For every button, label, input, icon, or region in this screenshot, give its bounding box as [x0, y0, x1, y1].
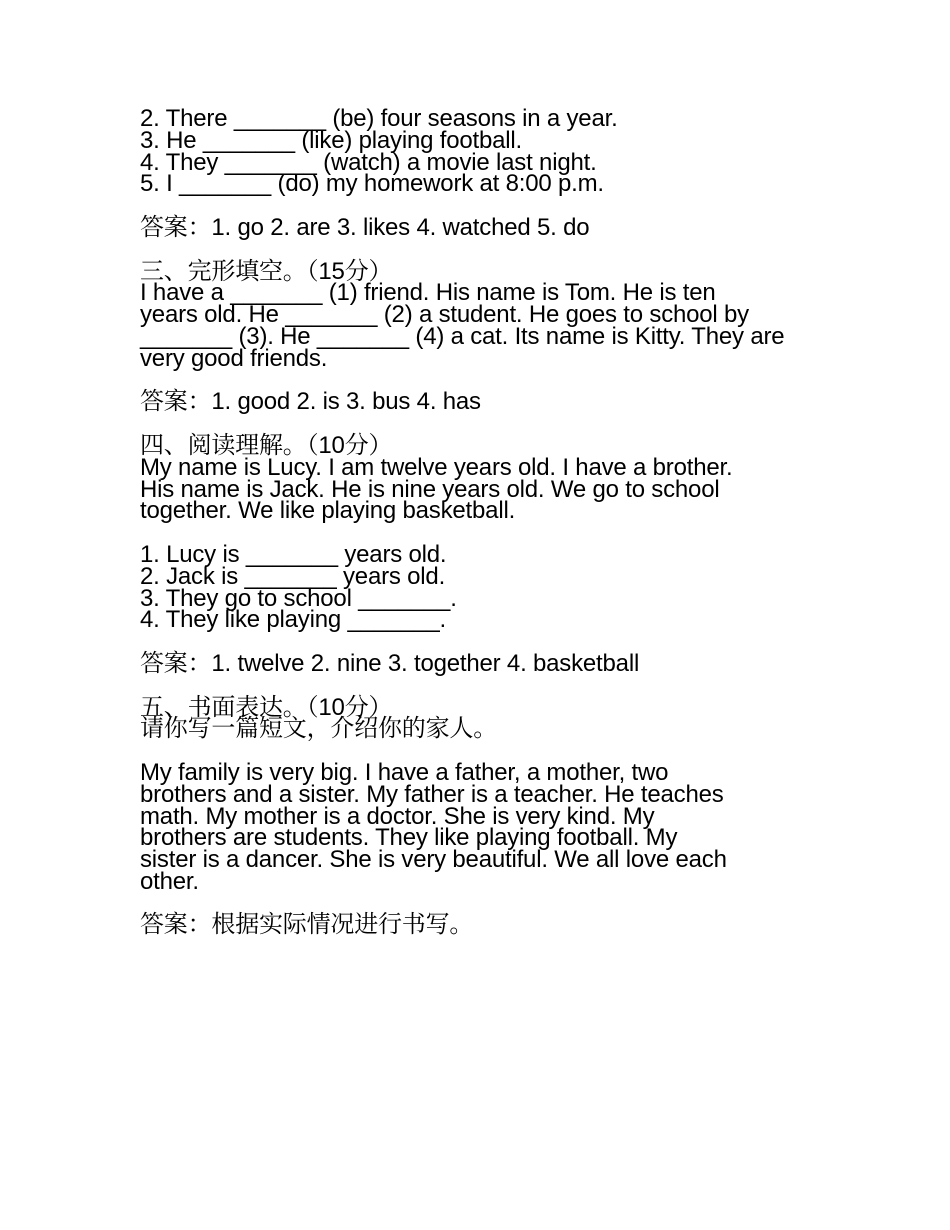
passage-line: very good friends.	[140, 344, 328, 372]
passage-line: My name is Lucy. I am twelve years old. I have a brother.	[140, 453, 733, 481]
essay-line: other.	[140, 867, 199, 895]
question-item: 4. They like playing _______.	[140, 606, 446, 634]
passage-line: _______ (3). He _______ (4) a cat. Its name is Kitty. They are	[140, 322, 785, 350]
reading-section	[140, 431, 830, 677]
passage-line: together. We like playing basketball.	[140, 497, 516, 525]
document-page	[140, 105, 830, 939]
answer-line: 答案：1. go 2. are 3. likes 4. watched 5. do	[140, 213, 590, 241]
passage-line: years old. He _______ (2) a student. He goes to school by	[140, 301, 749, 329]
answer-line: 答案：1. good 2. is 3. bus 4. has	[140, 388, 481, 416]
essay-line: brothers are students. They like playing football. My	[140, 824, 678, 852]
passage-line: I have a _______ (1) friend. His name is Tom. He is ten	[140, 279, 716, 307]
section-heading: 五、书面表达。（10分）	[140, 693, 393, 721]
writing-section	[140, 693, 830, 939]
essay-line: My family is very big. I have a father, a mother, two	[140, 758, 669, 786]
section-heading: 三、完形填空。（15分）	[140, 257, 393, 285]
answer-line: 答案：1. twelve 2. nine 3. together 4. basketball	[140, 649, 640, 677]
writing-prompt: 请你写一篇短文，介绍你的家人。	[140, 715, 497, 743]
section-heading: 四、阅读理解。（10分）	[140, 431, 393, 459]
passage-line: His name is Jack. He is nine years old. We go to school	[140, 475, 720, 503]
question-item: 4. They _______ (watch) a movie last night.	[140, 148, 597, 176]
fill-in-section	[140, 105, 830, 241]
question-item: 2. Jack is _______ years old.	[140, 562, 446, 590]
question-item: 1. Lucy is _______ years old.	[140, 540, 447, 568]
essay-line: math. My mother is a doctor. She is very kind. My	[140, 802, 655, 830]
essay-line: brothers and a sister. My father is a teacher. He teaches	[140, 780, 724, 808]
cloze-section	[140, 257, 830, 416]
question-item: 2. There _______ (be) four seasons in a year.	[140, 105, 618, 132]
essay-line: sister is a dancer. She is very beautiful. We all love each	[140, 846, 727, 874]
answer-line: 答案：根据实际情况进行书写。	[140, 911, 474, 939]
question-item: 3. He _______ (like) playing football.	[140, 126, 522, 154]
question-item: 5. I _______ (do) my homework at 8:00 p.m.	[140, 170, 604, 198]
question-item: 3. They go to school _______.	[140, 584, 457, 612]
